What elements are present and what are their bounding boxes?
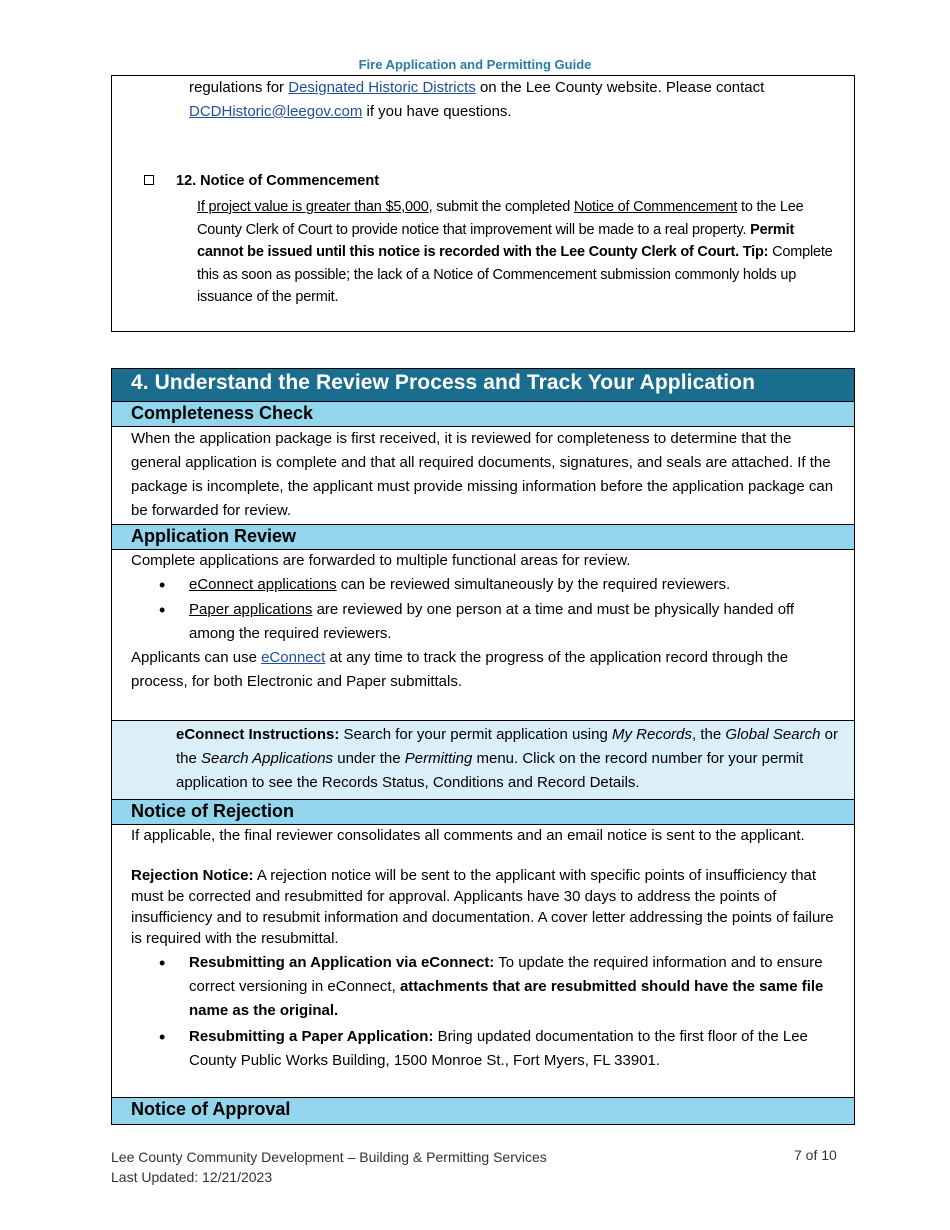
text: , submit the completed [428, 199, 574, 215]
text: Resubmitting a Paper Application: [189, 1028, 434, 1045]
application-review-heading: Application Review [112, 524, 854, 550]
text: under the [333, 750, 405, 767]
text: Paper applications [189, 601, 313, 618]
historic-email-link[interactable]: DCDHistoric@leegov.com [189, 103, 363, 120]
text: can be reviewed simultaneously by the required reviewers. [336, 576, 731, 593]
econnect-instructions [112, 720, 854, 799]
historic-districts-link[interactable]: Designated Historic Districts [288, 79, 476, 96]
text: Notice of Commencement [573, 199, 738, 215]
text: are reviewed by one person at a time and must be physically handed off among the required reviewers. [189, 601, 795, 642]
text: attachments that are resubmitted should have the same file name as the original. [189, 978, 824, 1019]
notice-commencement-title: 12. Notice of Commencement [176, 173, 380, 189]
page-number: 7 of 10 [794, 1147, 837, 1163]
text: at any time to track the progress of the application record through the process, for both Electronic and Paper submittals. [131, 649, 789, 690]
text: menu. Click on the record number for your permit application to see the Records Status, Conditions and Record Details. [176, 750, 804, 791]
list-item [131, 598, 844, 646]
text: A rejection notice will be sent to the applicant with specific points of insufficiency that must be corrected and resubmitted for approval. Applicants have 30 days to address the points of insufficiency and to resubmit information and documentation. A cover letter addressing the points of failure is required with the resubmittal. [131, 867, 834, 947]
text: Complete this as soon as possible; the lack of a Notice of Commencement submission commonly holds up issuance of the permit. [197, 244, 833, 305]
footer-org: Lee County Community Development – Building & Permitting Services [111, 1149, 547, 1165]
review-process-section [111, 368, 855, 1125]
completeness-check-heading: Completeness Check [112, 401, 854, 427]
text: on the Lee County website. Please contact [475, 79, 765, 96]
notice-commencement-body [197, 196, 837, 309]
historic-districts-paragraph [189, 76, 829, 124]
notice-commencement-checkbox[interactable] [144, 175, 154, 185]
document-header-title: Fire Application and Permitting Guide [358, 57, 592, 72]
text: If project value is greater than $5,000 [197, 199, 429, 215]
text: Search Applications [201, 750, 334, 767]
rejection-notice-paragraph [131, 865, 846, 949]
application-review-body [112, 550, 854, 720]
text: regulations for [189, 79, 289, 96]
footer-updated: Last Updated: 12/21/2023 [111, 1169, 273, 1185]
text: My Records [612, 726, 693, 743]
list-item [131, 572, 844, 598]
text: Global Search [725, 726, 821, 743]
econnect-link[interactable]: eConnect [261, 649, 326, 666]
text: if you have questions. [362, 103, 512, 120]
text: Search for your permit application using [339, 726, 612, 743]
list-item [131, 951, 846, 1023]
section-title: 4. Understand the Review Process and Track Your Application [112, 369, 854, 401]
text: eConnect Instructions: [176, 726, 340, 743]
track-progress-paragraph [131, 646, 844, 694]
text: or the [176, 726, 838, 767]
text: eConnect applications [189, 576, 337, 593]
checklist-box [111, 75, 855, 332]
notice-of-rejection-heading: Notice of Rejection [112, 799, 854, 825]
application-review-intro: Complete applications are forwarded to multiple functional areas for review. [131, 552, 631, 569]
text: Permitting [404, 750, 473, 767]
notice-of-rejection-body [112, 825, 854, 1097]
text: Permit cannot be issued until this notice is recorded with the Lee County Clerk of Court. Tip: [197, 221, 795, 260]
text: Rejection Notice: [131, 867, 254, 884]
text: to the Lee County Clerk of Court to provide notice that improvement will be made to a real property. [197, 199, 804, 238]
text: , the [692, 726, 726, 743]
text: Resubmitting an Application via eConnect: [189, 954, 495, 971]
text: Bring updated documentation to the first floor of the Lee County Public Works Building, 1500 Monroe St., Fort Myers, FL 33901. [189, 1028, 808, 1069]
text: To update the required information and to ensure correct versioning in eConnect, [189, 954, 823, 995]
text: Applicants can use [131, 649, 262, 666]
completeness-check-body: When the application package is first received, it is reviewed for completeness to determine that the general application is complete and that all required documents, signatures, and seals are attached. If the package is incomplete, the applicant must provide missing information before the application package can be forwarded for review. [131, 430, 834, 519]
rejection-intro: If applicable, the final reviewer consolidates all comments and an email notice is sent to the applicant. [131, 827, 805, 844]
list-item [131, 1025, 846, 1073]
notice-of-approval-heading: Notice of Approval [112, 1097, 854, 1124]
footer-left [111, 1147, 547, 1187]
